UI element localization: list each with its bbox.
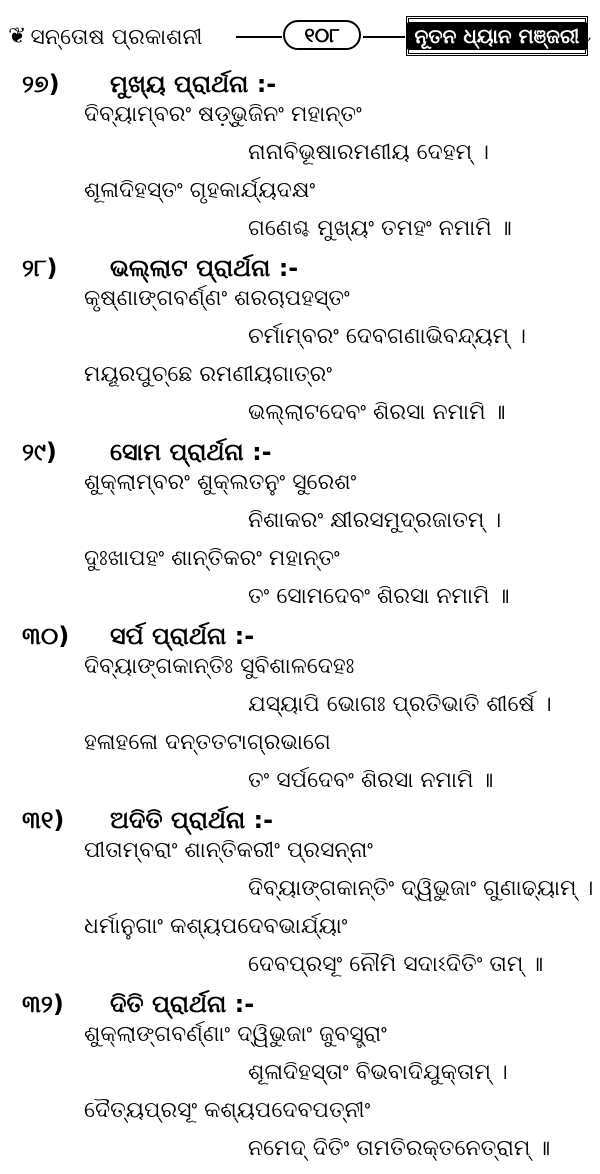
verse-line: ଦୈତ୍ୟପ୍ରସୂଂ କଶ୍ୟପଦେବପତ୍ନୀଂ [84,1098,371,1123]
verse-line: ତଂ ସର୍ପଦେବଂ ଶିରସା ନମାମି ॥ [248,768,494,793]
verse-line: ଶୁକ୍ଲାମ୍ବରଂ ଶୁକ୍ଲତନୁଂ ସୁରେଶଂ [84,470,357,495]
verse-line: ଶୂଳାଦିହସ୍ତାଂ ବିଭବାଦିଯୁକ୍ତାମ୍ । [248,1060,508,1085]
prayer-section [0,70,600,254]
section-title: ସୋମ ପ୍ରାର୍ଥନା :- [110,438,272,466]
page-header [8,14,592,60]
verse-line: ଗଣେଶ୍ଚ ମୁଖ୍ୟଂ ତମହଂ ନମାମି ॥ [248,216,512,241]
section-title: ଅଦିତି ପ୍ରାର୍ଥନା :- [110,806,274,834]
prayer-section [0,990,600,1174]
publisher-banner [8,20,270,54]
header-rule-left [236,36,282,38]
prayer-list [0,70,600,1174]
book-title-box [406,16,588,56]
section-heading [0,438,600,470]
verse-line: ଦିବ୍ୟାଙ୍ଗକାନ୍ତିଂ ଦ୍ୱିଭୁଜାଂ ଗୁଣାଢ୍ୟାମ୍ । [248,876,594,901]
section-heading [0,70,600,102]
verse-line: ଦିବ୍ୟାମ୍ବରଂ ଷଡ଼୍‌ଭୁଜିନଂ ମହାନ୍ତଂ [84,102,362,127]
header-rule-right [363,36,405,38]
verse-line: ଯସ୍ୟାପି ଭୋଗଃ ପ୍ରତିଭାତି ଶୀର୍ଷେ । [248,692,552,717]
section-number: ୨୮) [22,254,58,282]
ornament-right-icon: ❧ [575,26,592,50]
section-number: ୩୨) [22,990,64,1018]
section-heading [0,990,600,1022]
verse-line: ଦୁଃଖାପହଂ ଶାନ୍ତିକରଂ ମହାନ୍ତଂ [84,546,340,571]
section-number: ୩୦) [22,622,70,650]
prayer-section [0,622,600,806]
section-number: ୩୧) [22,806,65,834]
section-title: ମୁଖ୍ୟ ପ୍ରାର୍ଥନା :- [110,70,277,98]
publisher-name: ସନ୍ତୋଷ ପ୍ରକାଶନୀ [30,24,203,50]
section-title: ଦିତି ପ୍ରାର୍ଥନା :- [110,990,255,1018]
section-title: ଭଲ୍ଲାଟ ପ୍ରାର୍ଥନା :- [110,254,299,282]
verse-line: ପୀତାମ୍ବରାଂ ଶାନ୍ତିକରୀଂ ପ୍ରସନ୍ନାଂ [84,838,373,863]
section-heading [0,622,600,654]
section-number: ୨୭) [22,70,60,98]
verse-line: ନମେଦ୍ ଦିତିଂ ତାମତିରକ୍ତନେତ୍ରାମ୍ ॥ [248,1136,551,1161]
verse-line: ଭଲ୍ଲାଟଦେବଂ ଶିରସା ନମାମି ॥ [248,400,506,425]
page-number: ୧୦୮ [283,20,361,50]
verse-line: ଶୁକ୍ଲାଙ୍ଗବର୍ଣ୍ଣାଂ ଦ୍ୱିଭୁଜାଂ ଜୁବସ୍ତ୍ରାଂ [84,1022,387,1047]
verse-line: ଶୂଳାଦିହସ୍ତଂ ଗୃହକାର୍ଯ୍ୟଦକ୍ଷଂ [84,178,316,203]
section-heading [0,254,600,286]
section-title: ସର୍ପ ପ୍ରାର୍ଥନା :- [110,622,255,650]
verse-line: ଚର୍ମାମ୍ବରଂ ଦେବଗଣାଭିବନ୍ଦ୍ୟମ୍ । [248,324,527,349]
verse-line: ମୟୂରପୁଚ୍ଛେ ରମଣୀୟଗାତ୍ରଂ [84,362,332,387]
book-title: ନୂତନ ଧ୍ୟାନ ମଞ୍ଜରୀ [407,22,588,50]
verse-line: ତଂ ସୋମଦେବଂ ଶିରସା ନମାମି ॥ [248,584,510,609]
section-heading [0,806,600,838]
ornament-icon: ❦ [8,24,27,49]
prayer-section [0,254,600,438]
verse-line: କୃଷ୍ଣାଙ୍ଗବର୍ଣ୍ଣଂ ଶରଚାପହସ୍ତଂ [84,286,350,311]
verse-line: ହଳାହଳୋ ଦନ୍ତତଟାଗ୍ରଭାଗେ [84,730,331,755]
section-number: ୨୯) [22,438,57,466]
verse-line: ନାନାବିଭୂଷାରମଣୀୟ ଦେହମ୍ । [248,140,489,165]
verse-line: ଦିବ୍ୟାଙ୍ଗକାନ୍ତିଃ ସୁବିଶାଳଦେହଃ [84,654,355,679]
prayer-section [0,438,600,622]
verse-line: ଧର୍ମାନୁଗାଂ କଶ୍ୟପଦେବଭାର୍ଯ୍ୟାଂ [84,914,348,939]
verse-line: ଦେବପ୍ରସୂଂ ନୌମି ସଦାଽଦିତିଂ ତାମ୍ ॥ [248,952,544,977]
verse-line: ନିଶାକରଂ କ୍ଷୀରସମୁଦ୍ରଜାତମ୍ । [248,508,502,533]
prayer-section [0,806,600,990]
